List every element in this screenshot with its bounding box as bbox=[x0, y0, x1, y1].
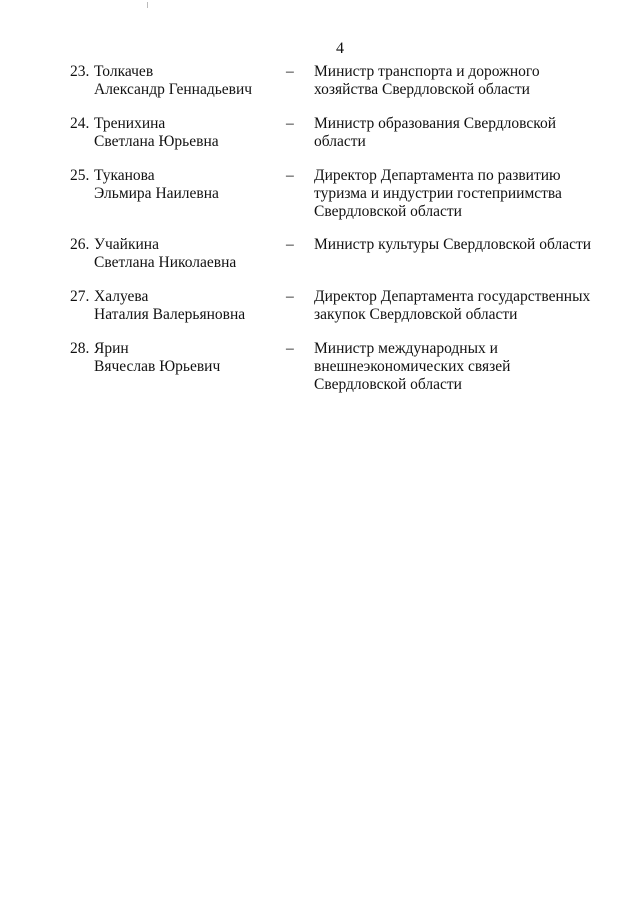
separator-dash: – bbox=[286, 236, 294, 253]
surname: Учайкина bbox=[94, 236, 159, 253]
position-title: Директор Департамента по развитию туризма и индустрии гостеприимства Свердловской области bbox=[314, 167, 562, 220]
position-title: Министр образования Свердловской области bbox=[314, 115, 557, 150]
person-name bbox=[70, 236, 280, 272]
personnel-list bbox=[0, 63, 640, 409]
list-item bbox=[0, 288, 640, 340]
given-name: Эльмира Наилевна bbox=[94, 185, 219, 202]
page-number: 4 bbox=[336, 40, 344, 57]
person-name bbox=[70, 63, 280, 99]
item-number: 24. bbox=[70, 115, 90, 132]
given-name: Александр Геннадьевич bbox=[94, 81, 253, 98]
list-item bbox=[0, 115, 640, 167]
item-number: 27. bbox=[70, 288, 90, 305]
separator-dash: – bbox=[286, 63, 294, 80]
separator-dash: – bbox=[286, 340, 294, 357]
surname: Тренихина bbox=[94, 115, 166, 132]
given-name: Вячеслав Юрьевич bbox=[94, 358, 221, 375]
given-name: Наталия Валерьяновна bbox=[94, 306, 246, 323]
scan-artifact bbox=[147, 2, 148, 8]
surname: Туканова bbox=[94, 167, 155, 184]
person-name bbox=[70, 288, 280, 324]
item-number: 26. bbox=[70, 236, 90, 253]
position-title: Министр международных и внешнеэкономических связей Свердловской области bbox=[314, 340, 511, 393]
position-title: Министр транспорта и дорожного хозяйства Свердловской области bbox=[314, 63, 540, 98]
surname: Ярин bbox=[94, 340, 129, 357]
person-name bbox=[70, 115, 280, 151]
separator-dash: – bbox=[286, 167, 294, 184]
separator-dash: – bbox=[286, 288, 294, 305]
list-item bbox=[0, 167, 640, 236]
surname: Толкачев bbox=[94, 63, 154, 80]
surname: Халуева bbox=[94, 288, 149, 305]
position-title: Министр культуры Свердловской области bbox=[314, 236, 592, 253]
list-item bbox=[0, 63, 640, 115]
item-number: 23. bbox=[70, 63, 90, 80]
person-name bbox=[70, 340, 280, 376]
given-name: Светлана Николаевна bbox=[94, 254, 237, 271]
person-name bbox=[70, 167, 280, 203]
list-item bbox=[0, 236, 640, 288]
item-number: 28. bbox=[70, 340, 90, 357]
position-title: Директор Департамента государственных закупок Свердловской области bbox=[314, 288, 591, 323]
item-number: 25. bbox=[70, 167, 90, 184]
given-name: Светлана Юрьевна bbox=[94, 133, 219, 150]
separator-dash: – bbox=[286, 115, 294, 132]
list-item bbox=[0, 340, 640, 409]
